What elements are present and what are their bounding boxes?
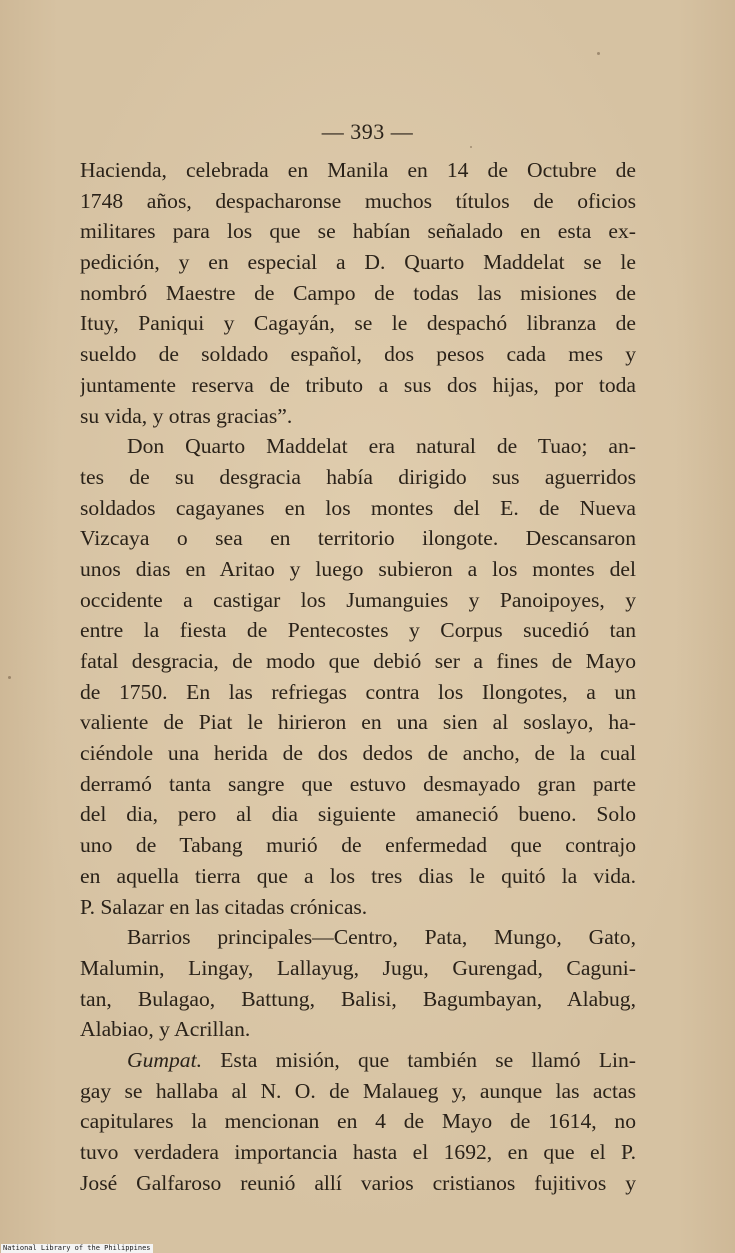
paragraph-lines-tail	[80, 1076, 636, 1199]
page-number: — 393 —	[321, 119, 414, 144]
paper-speck	[8, 676, 11, 679]
text-line: unos dias en Aritao y luego subieron a los montes del	[80, 556, 636, 581]
library-watermark: National Library of the Philippines	[3, 1244, 151, 1252]
text-line: fatal desgracia, de modo que debió ser a fines de Mayo	[80, 649, 636, 673]
text-line: pedición, y en especial a D. Quarto Maddelat se le	[80, 250, 636, 275]
body-text	[80, 155, 636, 1198]
text-line: juntamente reserva de tributo a sus dos hijas, por toda	[80, 372, 636, 397]
text-line: Vizcaya o sea en territorio ilongote. Descansaron	[80, 526, 636, 551]
text-line: occidente a castigar los Jumanguies y Panoipoyes, y	[80, 587, 636, 612]
text-line: su vida, y otras gracias”.	[80, 403, 293, 428]
gumpat-line	[80, 1045, 636, 1076]
text-line: tan, Bulagao, Battung, Balisi, Bagumbayan, Alabug,	[80, 986, 636, 1011]
text-line: Malumin, Lingay, Lallayug, Jugu, Gurengad, Caguni-	[80, 955, 636, 980]
text-line: Barrios principales—Centro, Pata, Mungo, Gato,	[127, 925, 636, 950]
text-line: soldados cagayanes en los montes del E. de Nueva	[80, 495, 636, 520]
text-line: Ituy, Paniqui y Cagayán, se le despachó libranza de	[80, 311, 636, 336]
paragraph-lines	[80, 155, 636, 1045]
paper-speck	[597, 52, 600, 55]
text-line: en aquella tierra que a los tres dias le quitó la vida.	[80, 863, 636, 888]
text-line: sueldo de soldado español, dos pesos cada mes y	[80, 342, 636, 367]
text-line: Alabiao, y Acrillan.	[80, 1017, 251, 1042]
text-line: ciéndole una herida de dos dedos de ancho, de la cual	[80, 741, 636, 766]
text-line: derramó tanta sangre que estuvo desmayado gran parte	[80, 771, 636, 796]
text-line: José Galfaroso reunió allí varios cristianos fujitivos y	[80, 1170, 636, 1195]
text-line: valiente de Piat le hirieron en una sien al soslayo, ha-	[80, 710, 636, 735]
text-line: de 1750. En las refriegas contra los Ilongotes, a un	[80, 679, 636, 704]
text-line: tuvo verdadera importancia hasta el 1692, en que el P.	[80, 1140, 636, 1164]
text-line: entre la fiesta de Pentecostes y Corpus sucedió tan	[80, 618, 636, 643]
text-line: uno de Tabang murió de enfermedad que contrajo	[80, 833, 636, 858]
text-line: P. Salazar en las citadas crónicas.	[80, 894, 368, 919]
text-line: nombró Maestre de Campo de todas las misiones de	[80, 280, 636, 305]
text-line: tes de su desgracia había dirigido sus aguerridos	[80, 464, 636, 489]
section-heading-gumpat: Gumpat.	[127, 1047, 202, 1072]
text-line: Don Quarto Maddelat era natural de Tuao; an-	[127, 434, 636, 459]
text-line: militares para los que se habían señalado en esta ex-	[80, 219, 636, 244]
text-line: gay se hallaba al N. O. de Malaueg y, aunque las actas	[80, 1078, 636, 1103]
paper-speck	[470, 146, 472, 148]
text-line: Hacienda, celebrada en Manila en 14 de Octubre de	[80, 158, 636, 182]
gumpat-line-text: Esta misión, que también se llamó Lin-	[220, 1047, 636, 1072]
text-line: del dia, pero al dia siguiente amaneció bueno. Solo	[80, 802, 636, 827]
text-line: 1748 años, despacharonse muchos títulos de oficios	[80, 188, 636, 213]
text-line: capitulares la mencionan en 4 de Mayo de 1614, no	[80, 1109, 636, 1134]
